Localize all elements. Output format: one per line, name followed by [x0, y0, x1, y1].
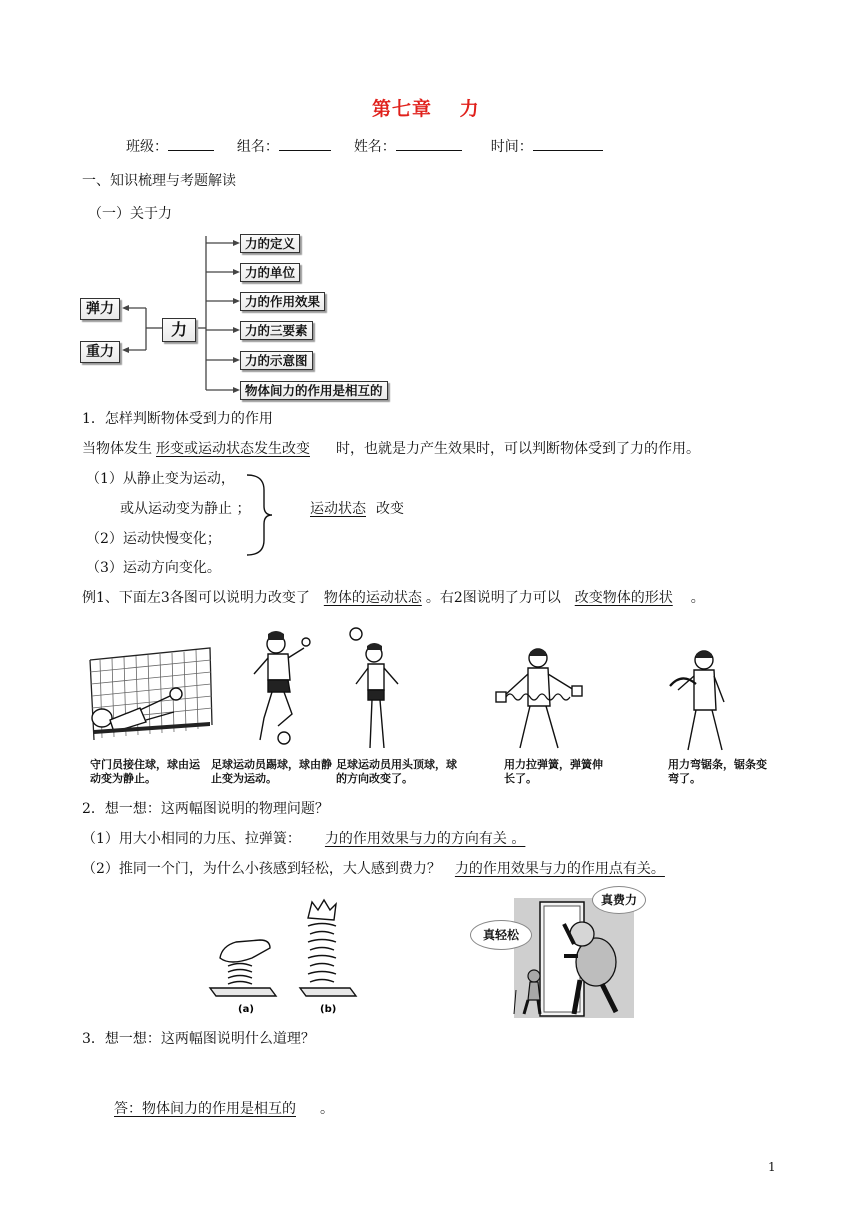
time-blank[interactable]	[533, 136, 603, 151]
q1-heading: 1．怎样判断物体受到力的作用	[82, 411, 273, 427]
class-label: 班级：	[126, 139, 168, 155]
class-blank[interactable]	[168, 136, 214, 151]
map-node-diagram: 力的示意图	[240, 351, 313, 370]
spring-label-b: (b)	[320, 1004, 337, 1015]
map-node-definition: 力的定义	[240, 234, 300, 253]
map-node-center: 力	[162, 318, 196, 342]
map-node-three-elements: 力的三要素	[240, 321, 313, 340]
brace-answer[interactable]: 运动状态	[310, 501, 366, 517]
q1-case-1: （1）从静止变为运动，	[86, 471, 235, 487]
caption-goalkeeper: 守门员接住球，球由运动变为静止。	[90, 758, 200, 785]
section-heading: 一、知识梳理与考题解读	[82, 173, 236, 189]
speech-bubble-hard: 真费力	[592, 886, 646, 914]
q3-post: 。	[320, 1101, 334, 1117]
q3-heading: 3．想一想：这两幅图说明什么道理？	[82, 1031, 315, 1047]
concept-map-connectors	[80, 230, 440, 405]
page-number: 1	[768, 1160, 776, 1174]
q3-answer[interactable]: 答：物体间力的作用是相互的	[114, 1101, 296, 1117]
q1-text-post: 时，也就是力产生效果时，可以判断物体受到了力的作用。	[336, 441, 700, 457]
subsection-heading: （一）关于力	[88, 206, 172, 222]
q1-text-pre: 当物体发生	[82, 441, 152, 457]
heading-player-illustration	[338, 622, 418, 757]
q2-item-1	[82, 830, 547, 848]
caption-kick: 足球运动员踢球，球由静止变为运动。	[211, 758, 332, 785]
example1-post: 。	[690, 590, 705, 606]
map-node-unit: 力的单位	[240, 263, 300, 282]
spring-press-pull-illustration	[200, 896, 360, 1020]
map-node-gravity: 重力	[80, 341, 120, 363]
q1-case-3: （3）运动方向变化。	[86, 560, 221, 576]
group-label: 组名：	[236, 139, 279, 155]
name-label: 姓名：	[353, 139, 396, 155]
example1-pre: 例1、下面左3各图可以说明力改变了	[82, 590, 310, 606]
q1-statement	[82, 440, 700, 458]
q3-answer-line	[82, 1100, 334, 1118]
saw-blade-illustration	[660, 646, 750, 756]
q2-answer-2[interactable]: 力的作用效果与力的作用点有关。	[454, 861, 665, 877]
q2-item-2-text: （2）推同一个门，为什么小孩感到轻松，大人感到费力？	[82, 861, 441, 877]
door-push-illustration	[470, 880, 640, 1020]
caption-header: 足球运动员用头顶球，球的方向改变了。	[336, 758, 457, 785]
time-label: 时间：	[490, 139, 533, 155]
spring-label-a: (a)	[238, 1004, 254, 1015]
name-blank[interactable]	[396, 136, 462, 151]
goalkeeper-illustration	[80, 630, 220, 750]
q1-case-1b: 或从运动变为静止 ；	[120, 501, 251, 517]
page-title: 第七章 力	[372, 98, 480, 120]
brace-post: 改变	[376, 501, 404, 517]
example1-answer-1[interactable]: 物体的运动状态	[323, 590, 422, 606]
example1-mid: 。右2图说明了力可以	[425, 590, 561, 606]
spring-stretch-illustration	[490, 644, 600, 754]
example1-answer-2[interactable]: 改变物体的形状	[574, 590, 673, 606]
map-node-elastic-force: 弹力	[80, 298, 120, 320]
q1-answer[interactable]: 形变或运动状态发生改变	[156, 441, 310, 457]
q2-heading: 2．想一想：这两幅图说明的物理问题？	[82, 801, 329, 817]
right-brace	[244, 472, 274, 558]
brace-answer-line	[296, 500, 404, 518]
illustration-strip	[80, 622, 780, 792]
q2-item-1-text: （1）用大小相同的力压、拉弹簧：	[82, 831, 301, 847]
caption-spring: 用力拉弹簧，弹簧伸长了。	[504, 758, 603, 785]
q2-item-2	[82, 860, 691, 878]
map-node-mutual: 物体间力的作用是相互的	[240, 381, 388, 400]
info-line	[126, 136, 603, 156]
group-blank[interactable]	[279, 136, 331, 151]
kicking-player-illustration	[238, 622, 328, 757]
speech-bubble-easy: 真轻松	[470, 920, 532, 950]
q2-answer-1[interactable]: 力的作用效果与力的方向有关 。	[324, 831, 526, 847]
q1-case-2: （2）运动快慢变化；	[86, 531, 221, 547]
caption-saw: 用力弯锯条，锯条变弯了。	[668, 758, 767, 785]
map-node-effect: 力的作用效果	[240, 292, 325, 311]
example1-line	[82, 589, 705, 607]
